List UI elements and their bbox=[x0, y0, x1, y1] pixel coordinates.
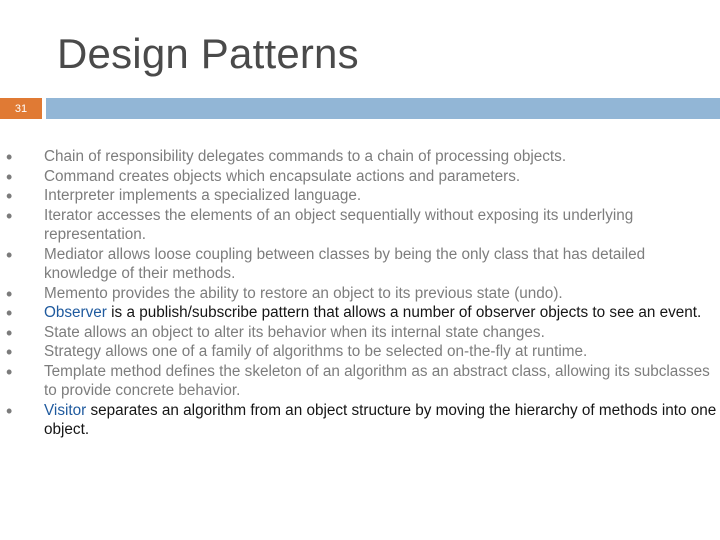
list-item bbox=[6, 362, 718, 401]
list-item bbox=[6, 401, 718, 440]
bullet-dot-icon: • bbox=[6, 186, 13, 206]
item-text: Mediator allows loose coupling between classes by being the only class that has detailed knowledge of their methods. bbox=[44, 245, 646, 282]
list-item bbox=[6, 303, 718, 323]
bullet-dot-icon: • bbox=[6, 166, 13, 187]
bullet-dot-icon: • bbox=[6, 322, 13, 343]
item-text: Strategy allows one of a family of algorithms to be selected on-the-fly at runtime. bbox=[44, 343, 588, 360]
pattern-term: Observer bbox=[44, 304, 107, 321]
pattern-term: Visitor bbox=[44, 401, 87, 419]
item-text: Memento provides the ability to restore an object to its previous state (undo). bbox=[44, 284, 563, 302]
item-text: Command creates objects which encapsulate actions and parameters. bbox=[44, 167, 521, 185]
bullet-dot-icon: • bbox=[6, 303, 13, 323]
bullet-dot-icon: • bbox=[6, 205, 13, 226]
bullet-dot-icon: • bbox=[6, 400, 13, 421]
list-item bbox=[6, 186, 718, 206]
list-item bbox=[6, 323, 718, 343]
list-item bbox=[6, 284, 718, 304]
list-item bbox=[6, 206, 718, 245]
item-text: State allows an object to alter its behavior when its internal state changes. bbox=[44, 323, 545, 341]
item-text: Iterator accesses the elements of an object sequentially without exposing its underlying representation. bbox=[44, 206, 634, 243]
list-item bbox=[6, 147, 718, 167]
list-item bbox=[6, 245, 718, 284]
item-text: separates an algorithm from an object structure by moving the hierarchy of methods into one object. bbox=[44, 401, 717, 438]
bullet-dot-icon: • bbox=[6, 342, 13, 362]
bullet-dot-icon: • bbox=[6, 147, 13, 167]
slide-number: 31 bbox=[0, 98, 42, 119]
list-item bbox=[6, 342, 718, 362]
list-item bbox=[6, 167, 718, 187]
item-text: Chain of responsibility delegates commands to a chain of processing objects. bbox=[44, 148, 567, 165]
pattern-list bbox=[6, 147, 718, 440]
item-text: Template method defines the skeleton of an algorithm as an abstract class, allowing its subclasses to provide concrete behavior. bbox=[44, 362, 710, 399]
bullet-dot-icon: • bbox=[6, 361, 13, 382]
item-text: Interpreter implements a specialized language. bbox=[44, 187, 362, 204]
bullet-dot-icon: • bbox=[6, 283, 13, 304]
item-text: is a publish/subscribe pattern that allows a number of observer objects to see an event. bbox=[106, 304, 702, 321]
header-bar bbox=[46, 98, 720, 119]
bullet-dot-icon: • bbox=[6, 244, 13, 265]
slide-title: Design Patterns bbox=[57, 30, 359, 77]
